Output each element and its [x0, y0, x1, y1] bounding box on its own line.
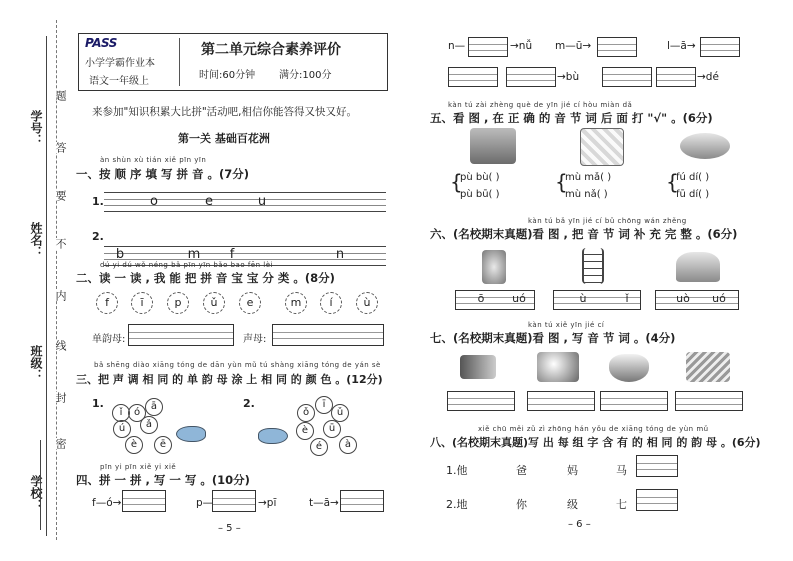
carryover-answer-box[interactable]: [468, 37, 508, 57]
seal-char: 答: [54, 142, 67, 153]
vowel-circle[interactable]: ē: [154, 436, 172, 454]
camel-image: [676, 252, 720, 282]
q6-title: 六、(名校期末真题)看 图 , 把 音 节 词 补 充 完 整 。(6分): [430, 227, 738, 241]
q2-title: 二、读 一 读 , 我 能 把 拼 音 宝 宝 分 类 。(8分): [76, 271, 335, 285]
page-title: 第二单元综合素养评价: [201, 42, 341, 58]
carryover-answer-box[interactable]: [506, 67, 556, 87]
q7-pinyin: kàn tú xiě yīn jié cí: [528, 321, 605, 329]
q4-item: t—ā→: [309, 497, 339, 509]
full-score: 满分:100分: [279, 70, 332, 81]
megaphone-image: [460, 355, 496, 379]
carryover-answer-box[interactable]: [602, 67, 652, 87]
vowel-circle[interactable]: é: [310, 438, 328, 456]
pile-image: [686, 352, 730, 382]
q8-char: 2.地: [446, 498, 468, 511]
carryover-item: l—ā→: [667, 40, 696, 52]
rocking-horse-image: [580, 128, 624, 166]
page-number-right: – 6 –: [568, 519, 591, 530]
q4-item: f—ó→: [92, 497, 122, 509]
seal-char: 题: [54, 90, 67, 101]
class-label: 班级：: [29, 345, 43, 381]
q3-pinyin: bǎ shēng diào xiāng tóng de dān yùn mǔ tú shàng xiāng tóng de yán sè: [94, 361, 381, 369]
vowel-circle[interactable]: è: [125, 436, 143, 454]
q1-row1-number: 1.: [92, 195, 104, 208]
q3-item2-number: 2.: [243, 397, 255, 410]
series-name: 小学学霸作业本: [85, 58, 155, 69]
q8-char: 你: [516, 498, 527, 511]
q4-pinyin: pīn yi pīn xiě yi xiě: [100, 463, 177, 471]
header-box: [78, 33, 388, 91]
vowel-circle[interactable]: ǒ: [297, 404, 315, 422]
flower-letter: p: [167, 292, 189, 314]
q8-title: 八、(名校期末真题)写 出 每 组 字 含 有 的 相 同 的 韵 母 。(6分): [430, 436, 761, 449]
monophthong-answer-box[interactable]: [128, 324, 234, 346]
section-title: 第一关 基础百花洲: [178, 132, 270, 145]
seal-char: 封: [54, 392, 67, 403]
vowel-circle[interactable]: ǎ: [140, 416, 158, 434]
q5-option[interactable]: fū dí( ): [676, 189, 710, 200]
q5-pinyin: kàn tú zài zhèng què de yīn jié cí hòu miàn dǎ: [448, 101, 633, 109]
q7-answer-box[interactable]: [600, 391, 668, 411]
vowel-circle[interactable]: ú: [113, 420, 131, 438]
q3-item1-number: 1.: [92, 397, 104, 410]
school-underline: [40, 440, 41, 530]
q5-option[interactable]: fú dí( ): [676, 172, 710, 183]
q4-answer-box[interactable]: [212, 490, 256, 512]
carryover-answer-box[interactable]: [656, 67, 696, 87]
vowel-circle[interactable]: ó: [128, 404, 146, 422]
page-number-left: – 5 –: [218, 523, 241, 534]
seal-char: 不: [54, 238, 67, 249]
q7-answer-box[interactable]: [675, 391, 743, 411]
seal-char: 要: [54, 190, 67, 201]
q1-row1-lines: [104, 192, 386, 212]
flower-letter: f: [96, 292, 118, 314]
brace: {: [555, 170, 568, 194]
q4-answer-box[interactable]: [122, 490, 166, 512]
carryover-item: →dé: [697, 71, 719, 83]
seal-char: 内: [54, 290, 67, 301]
flute-image: [680, 133, 730, 159]
school-label: 学校：: [29, 475, 43, 511]
seal-char: 线: [54, 340, 67, 351]
q6-cell: ǐ: [625, 292, 629, 305]
flower-letter: e: [239, 292, 261, 314]
binding-margin: [0, 0, 67, 561]
q1-row2-number: 2.: [92, 230, 104, 243]
q1-pinyin: àn shùn xù tián xiě pīn yīn: [100, 156, 207, 164]
bowl-image: [609, 354, 649, 382]
carryover-answer-box[interactable]: [448, 67, 498, 87]
flower-letter: í: [320, 292, 342, 314]
q8-char: 七: [616, 498, 627, 511]
carryover-item: →nǚ: [510, 40, 533, 52]
vowel-circle[interactable]: ū: [323, 420, 341, 438]
pineapple-image: [482, 250, 506, 284]
q6-cell: uó: [712, 292, 726, 305]
q1-cell: e: [205, 194, 213, 209]
q1-cell: u: [257, 194, 267, 209]
q6-answer-box[interactable]: [655, 290, 739, 310]
vowel-circle[interactable]: ī: [315, 396, 333, 414]
q4-answer-box[interactable]: [340, 490, 384, 512]
q7-answer-box[interactable]: [447, 391, 515, 411]
carryover-answer-box[interactable]: [597, 37, 637, 57]
q8-pinyin: xiě chū měi zǔ zì zhōng hán yǒu de xiāng tóng de yùn mǔ: [478, 425, 709, 433]
q8-char: 爸: [516, 464, 527, 477]
flower-letter: ī: [131, 292, 153, 314]
q5-option[interactable]: pù bù( ): [460, 172, 500, 183]
ladder-image: [582, 248, 604, 284]
waterfall-image: [470, 128, 516, 164]
q6-cell: ō: [477, 292, 485, 305]
q6-answer-box[interactable]: [553, 290, 641, 310]
vowel-circle[interactable]: ǐ: [112, 404, 130, 422]
flower-letter: ǔ: [203, 292, 225, 314]
q4-item: →pī: [258, 497, 277, 509]
carryover-item: m—ū→: [555, 40, 592, 52]
q8-answer-box[interactable]: [636, 489, 678, 511]
brace: {: [450, 170, 463, 194]
q3-title: 三、把 声 调 相 同 的 单 韵 母 涂 上 相 同 的 颜 色 。(12分): [76, 373, 383, 386]
q1-cell: b: [115, 247, 125, 262]
vowel-circle[interactable]: ā: [145, 398, 163, 416]
q4-item: p—: [196, 497, 214, 509]
q4-title: 四、拼 一 拼 , 写 一 写 。(10分): [76, 473, 250, 487]
q7-answer-box[interactable]: [527, 391, 595, 411]
q1-title: 一、按 顺 序 填 写 拼 音 。(7分): [76, 167, 250, 181]
initial-label: 声母:: [243, 334, 267, 345]
q5-option[interactable]: mù nǎ( ): [565, 189, 608, 200]
q5-option[interactable]: pù bū( ): [460, 189, 500, 200]
q8-char: 妈: [567, 464, 578, 477]
q8-char: 1.他: [446, 464, 468, 477]
flower-letter: m: [285, 292, 307, 314]
q2-pinyin: dú yi dú wǒ néng bǎ pīn yīn bǎo bao fēn lèi: [100, 261, 273, 269]
vowel-circle[interactable]: à: [339, 436, 357, 454]
header-divider: [179, 38, 180, 86]
q1-cell: o: [150, 194, 158, 209]
monophthong-label: 单韵母:: [92, 334, 126, 345]
solid-fold-line: [46, 36, 47, 536]
ear-image: [537, 352, 579, 382]
q8-char: 级: [567, 498, 578, 511]
time-limit: 时间:60分钟: [199, 70, 256, 81]
initial-answer-box[interactable]: [272, 324, 384, 346]
q6-cell: ù: [579, 292, 587, 305]
q8-answer-box[interactable]: [636, 455, 678, 477]
fish-icon: [258, 428, 288, 444]
q1-cell: m: [187, 247, 201, 262]
grade-label: 语文一年级上: [89, 76, 149, 87]
fish-icon: [176, 426, 206, 442]
name-label: 姓名：: [29, 222, 43, 258]
q6-cell: uó: [512, 292, 526, 305]
q5-option[interactable]: mù mǎ( ): [565, 172, 612, 183]
q7-title: 七、(名校期末真题)看 图 , 写 音 节 词 。(4分): [430, 331, 676, 345]
q6-pinyin: kàn tú bǎ yīn jié cí bǔ chōng wán zhěng: [528, 217, 687, 225]
seal-char: 密: [54, 438, 67, 449]
q1-cell: f: [229, 247, 235, 262]
q6-cell: uò: [676, 292, 690, 305]
carryover-answer-box[interactable]: [700, 37, 740, 57]
brace: {: [666, 170, 679, 194]
q6-answer-box[interactable]: [455, 290, 535, 310]
q1-cell: n: [335, 247, 345, 262]
carryover-item: n—: [448, 40, 466, 52]
intro-text: 来参加"知识积累大比拼"活动吧,相信你能答得又快又好。: [92, 106, 357, 118]
carryover-item: →bù: [557, 71, 580, 83]
vowel-circle[interactable]: è: [296, 422, 314, 440]
brand-logo: PASS: [85, 36, 117, 50]
q8-char: 马: [616, 464, 627, 477]
q5-title: 五、看 图 , 在 正 确 的 音 节 词 后 面 打 "√" 。(6分): [430, 111, 713, 125]
flower-letter: ù: [356, 292, 378, 314]
id-label: 学号：: [29, 110, 43, 146]
vowel-circle[interactable]: ǔ: [331, 404, 349, 422]
